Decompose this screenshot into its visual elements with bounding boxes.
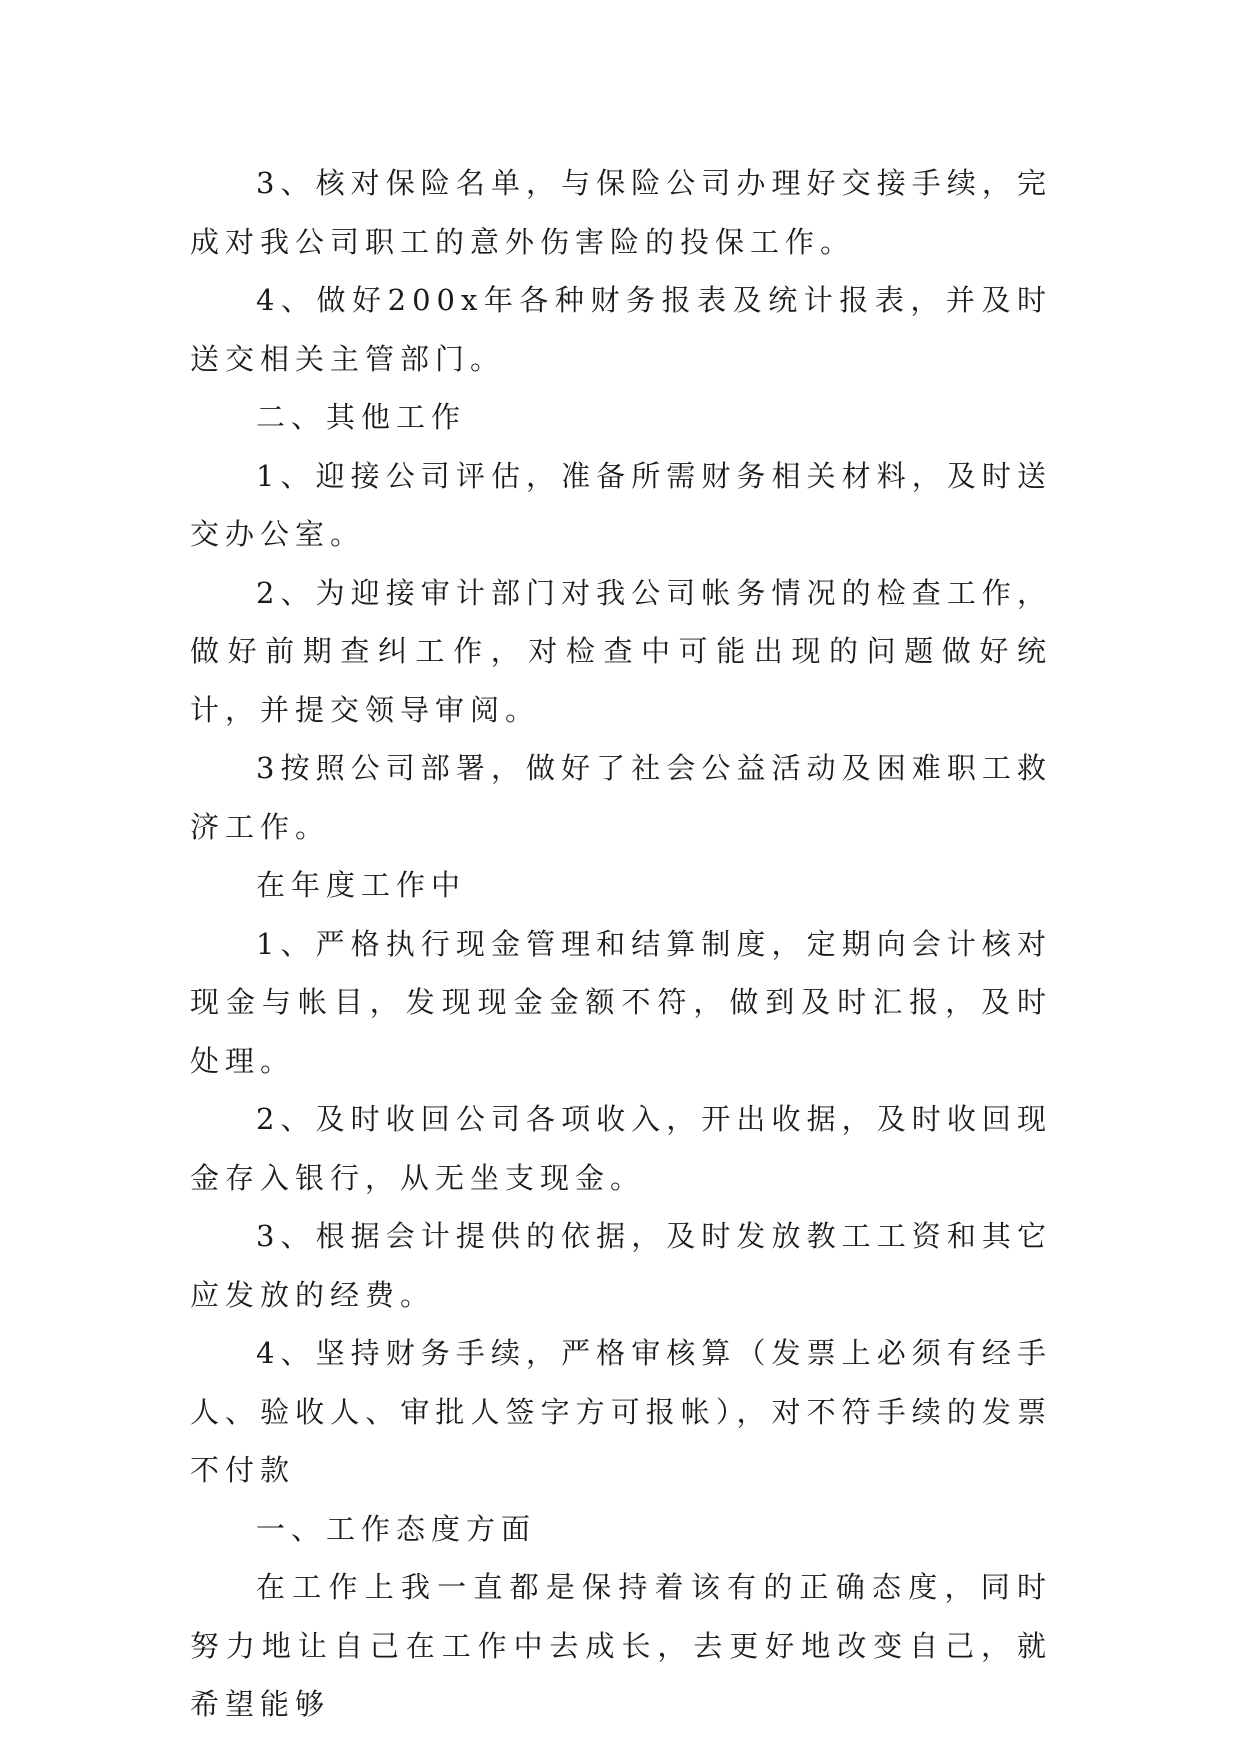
paragraph-attitude: 在工作上我一直都是保持着该有的正确态度，同时努力地让自己在工作中去成长，去更好地改变自己，就希望能够 bbox=[190, 1570, 1052, 1721]
paragraph-procedures: 4、坚持财务手续，严格审核算（发票上必须有经手人、验收人、审批人签字方可报帐），对不符手续的发票不付款 bbox=[190, 1336, 1052, 1487]
paragraph-welfare: 3按照公司部署，做好了社会公益活动及困难职工救济工作。 bbox=[190, 751, 1052, 844]
paragraph-reports: 4、做好200x年各种财务报表及统计报表，并及时送交相关主管部门。 bbox=[190, 283, 1052, 376]
document-body bbox=[190, 154, 1052, 1734]
paragraph-cash-management: 1、严格执行现金管理和结算制度，定期向会计核对现金与帐目，发现现金金额不符，做到及时汇报，及时处理。 bbox=[190, 926, 1052, 1078]
paragraph-salary: 3、根据会计提供的依据，及时发放教工工资和其它应发放的经费。 bbox=[190, 1219, 1052, 1312]
section-heading-other-work: 二、其他工作 bbox=[256, 400, 467, 434]
paragraph-insurance: 3、核对保险名单，与保险公司办理好交接手续，完成对我公司职工的意外伤害险的投保工作。 bbox=[190, 166, 1052, 259]
section-heading-work-attitude: 一、工作态度方面 bbox=[256, 1511, 537, 1546]
paragraph-evaluation: 1、迎接公司评估，准备所需财务相关材料，及时送交办公室。 bbox=[190, 458, 1052, 551]
section-heading-annual-work: 在年度工作中 bbox=[256, 868, 467, 902]
paragraph-audit: 2、为迎接审计部门对我公司帐务情况的检查工作，做好前期查纠工作，对检查中可能出现的问题做好统计，并提交领导审阅。 bbox=[190, 575, 1052, 727]
paragraph-income: 2、及时收回公司各项收入，开出收据，及时收回现金存入银行，从无坐支现金。 bbox=[190, 1102, 1052, 1195]
